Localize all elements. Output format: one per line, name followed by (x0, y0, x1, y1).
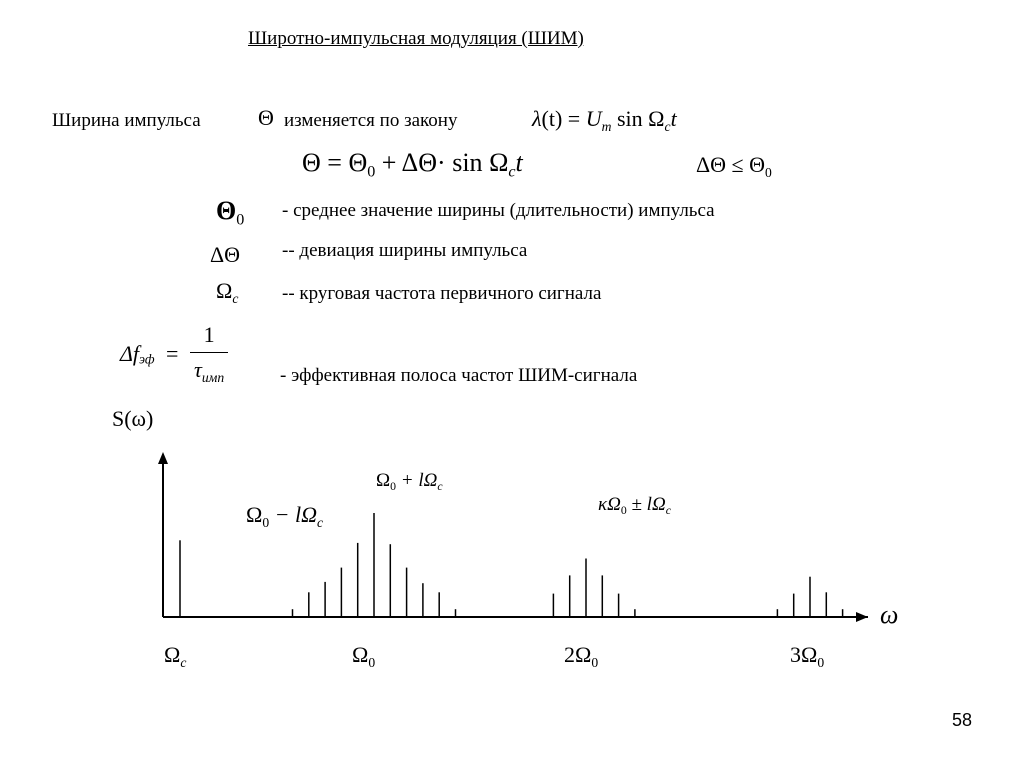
constraint-formula: $\Delta\Theta \le \Theta_0$ (696, 152, 772, 180)
page-title: Широтно-импульсная модуляция (ШИМ) (248, 28, 584, 49)
tick-label-2omega0: $2\Omega_0$ (564, 642, 599, 670)
page-number: 58 (951, 710, 972, 730)
lambda-formula: $\lambda(t) = U_m$ $\sin \Omega_ct$ (532, 106, 677, 134)
y-axis-arrow (158, 452, 168, 464)
tick-label-omega0: $\Omega_0$ (352, 642, 376, 670)
annotation-upper-sideband: $\Omega_0 + l\Omega_c$ (376, 470, 443, 494)
annotation-harmonic-sideband: $\kappa\Omega_0 \pm l\Omega_c$ (598, 494, 671, 518)
theta-symbol: Θ (258, 105, 274, 130)
y-axis-label: S(ω) (112, 406, 154, 431)
law-text: изменяется по закону (284, 110, 458, 131)
def-text-theta0: - среднее значение ширины (длительности) импульса (282, 200, 715, 221)
def-text-omega-c: -- круговая частота первичного сигнала (282, 283, 602, 304)
pulse-width-label: Ширина импульса (52, 110, 201, 131)
x-axis-arrow (856, 612, 868, 622)
tick-label-3omega0: $3\Omega_0$ (790, 642, 825, 670)
tick-label-omega-c: $\Omega_c$ (164, 642, 187, 670)
chart-marks (158, 452, 868, 622)
def-symbol-delta-theta: ΔΘ (210, 242, 241, 267)
def-symbol-theta0: $\Theta_0$ (216, 196, 245, 229)
bandwidth-formula: $\Delta f_{эф}$ = $\frac{1}{\tau_{имп}}$ (120, 322, 228, 386)
def-text-delta-theta: -- девиация ширины импульса (282, 240, 528, 261)
main-formula: $\Theta = \Theta_0 + \Delta\Theta\cdot \sin \Omega_ct$ (302, 148, 523, 181)
x-axis-label: ω (880, 600, 899, 629)
bandwidth-text: - эффективная полоса частот ШИМ-сигнала (280, 365, 638, 386)
def-symbol-omega-c: $\Omega_c$ (216, 278, 239, 306)
annotation-lower-sideband: $\Omega_0 - l\Omega_c$ (246, 502, 324, 530)
